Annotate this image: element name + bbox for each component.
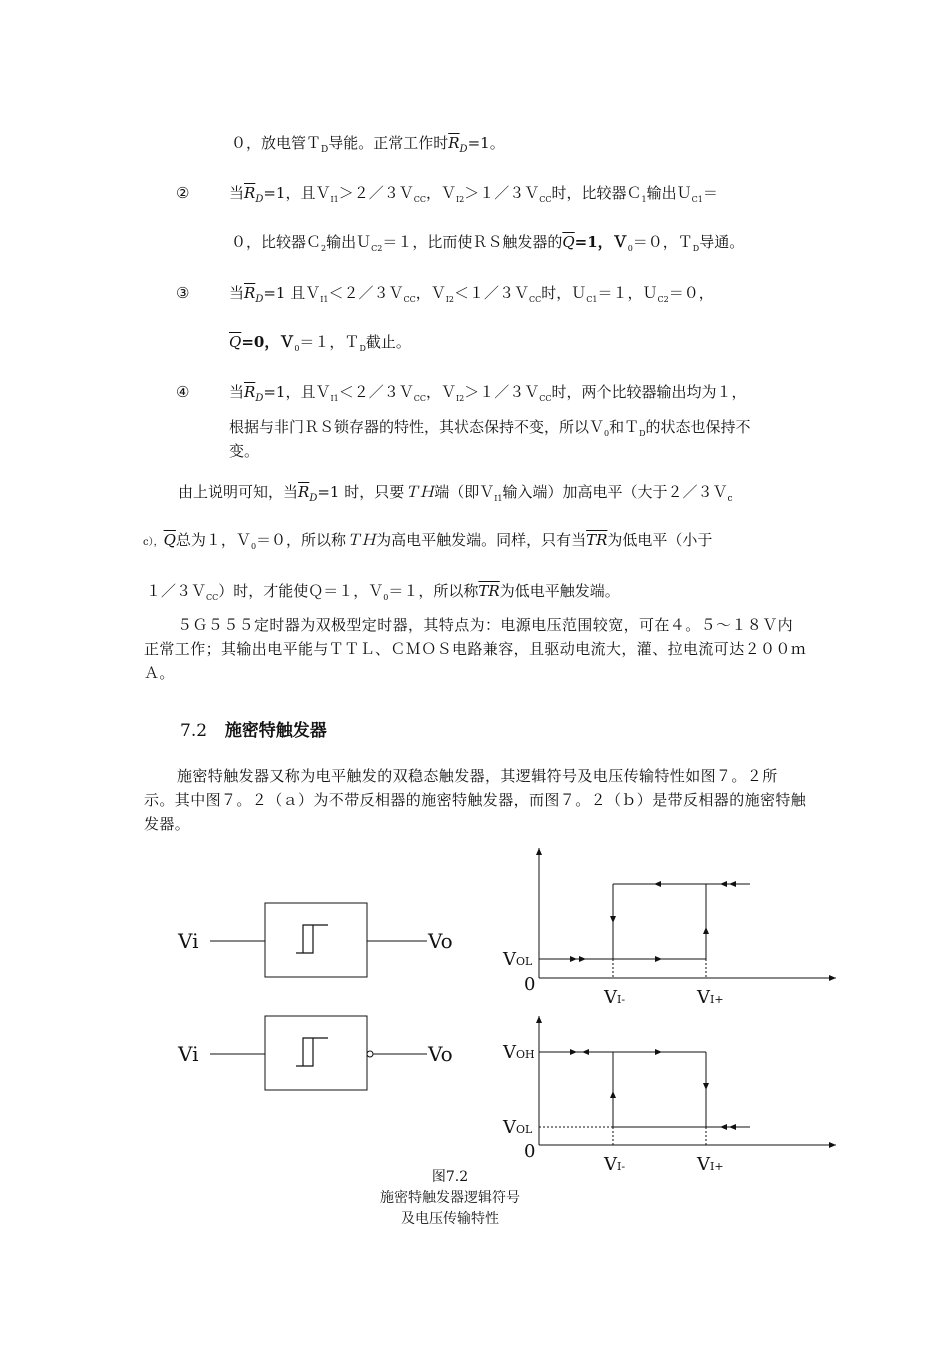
figure-caption-title: 施密特触发器逻辑符号 bbox=[380, 1190, 520, 1206]
voh-label: VOH bbox=[503, 1042, 535, 1063]
text-line: ０，放电管Ｔ$_D$导能。正常工作时$\overline{R}_D=1$。 bbox=[231, 134, 505, 155]
vi-plus-label: VI+ bbox=[697, 1154, 724, 1175]
text-line: $\overline{Q}=0$，Ｖ$_0$＝１，Ｔ$_D$截止。 bbox=[229, 333, 411, 353]
vol-label: VOL bbox=[503, 1117, 533, 1138]
paragraph: 施密特触发器又称为电平触发的双稳态触发器，其逻辑符号及电压传输特性如图７。２所示。其中图７。２（ａ）为不带反相器的施密特触发器，而图７。２（ｂ）是带反相器的施密特触发器。 bbox=[144, 767, 807, 833]
origin-label: 0 bbox=[524, 974, 536, 995]
vi-plus-label: VI+ bbox=[697, 987, 724, 1008]
text-line: 由上说明可知，当$\overline{R}_D=1$ 时，只要ＴＨ端（即Ｖ$_{I1}$输入端）加高电平（大于２／３Ｖ$_c$ bbox=[178, 483, 733, 504]
vi-minus-label: VI- bbox=[604, 987, 626, 1008]
transfer-graph-b bbox=[502, 1016, 836, 1175]
section-heading: 7.2 施密特触发器 bbox=[180, 721, 327, 741]
vi-minus-label: VI- bbox=[604, 1154, 626, 1175]
text-line: 根据与非门ＲＳ锁存器的特性，其状态保持不变，所以Ｖ$_0$和Ｔ$_D$的状态也保持不 bbox=[229, 418, 751, 438]
text-line: 当$\overline{R}_D=1$，且Ｖ$_{I1}$＜２／３Ｖ$_{CC}$，Ｖ$_{I2}$＞１／３Ｖ$_{CC}$时，两个比较器输出均为１， bbox=[229, 383, 747, 404]
paragraph: ５Ｇ５５５定时器为双极型定时器，其特点为：电源电压范围较宽，可在４。５～１８Ｖ内正常工作；其输出电平能与ＴＴＬ、ＣＭＯＳ电路兼容，且驱动电流大，灌、拉电流可达２００ｍＡ。 bbox=[144, 616, 807, 682]
list-marker: ③ bbox=[176, 284, 190, 302]
list-marker: ④ bbox=[176, 383, 190, 401]
figure-caption-number: 图7.2 bbox=[431, 1169, 469, 1185]
text-line: 变。 bbox=[229, 442, 260, 460]
text-line: ０，比较器Ｃ$_2$输出Ｕ$_{C2}$＝１，比而使ＲＳ触发器的$\overline{Q}=1$，Ｖ$_0$＝０，Ｔ$_D$导通。 bbox=[231, 233, 745, 253]
vi-label: Vi bbox=[178, 1042, 199, 1066]
vol-label: VOL bbox=[503, 949, 533, 970]
text-line: 当$\overline{R}_D=1$，且Ｖ$_{I1}$＞２／３Ｖ$_{CC}$，Ｖ$_{I2}$＞１／３Ｖ$_{CC}$时，比较器Ｃ$_1$输出Ｕ$_{C1}$＝ bbox=[229, 184, 718, 205]
text-line: １／３Ｖ$_{CC}$）时，才能使Ｑ＝１，Ｖ$_0$＝１，所以称$\overline{TR}$为低电平触发端。 bbox=[146, 582, 620, 602]
vo-label: Vo bbox=[428, 929, 453, 953]
text-line: 当$\overline{R}_D=1$ 且Ｖ$_{I1}$＜２／３Ｖ$_{CC}$，Ｖ$_{I2}$＜１／３Ｖ$_{CC}$时，Ｕ$_{C1}$＝１，Ｕ$_{C2}$＝０， bbox=[229, 284, 714, 305]
schmitt-symbol-a bbox=[177, 903, 453, 977]
origin-label: 0 bbox=[524, 1141, 536, 1162]
vo-label: Vo bbox=[428, 1042, 453, 1066]
vi-label: Vi bbox=[178, 929, 199, 953]
transfer-graph-a bbox=[502, 848, 836, 1008]
list-marker: ② bbox=[176, 184, 190, 202]
figure-caption-subtitle: 及电压传输特性 bbox=[401, 1211, 499, 1227]
schmitt-symbol-b bbox=[177, 1016, 453, 1090]
text-line: c），$\overline{Q}$总为１，Ｖ$_0$＝０，所以称ＴＨ为高电平触发端。同样，只有当$\overline{TR}$为低电平（小于 bbox=[143, 531, 713, 551]
